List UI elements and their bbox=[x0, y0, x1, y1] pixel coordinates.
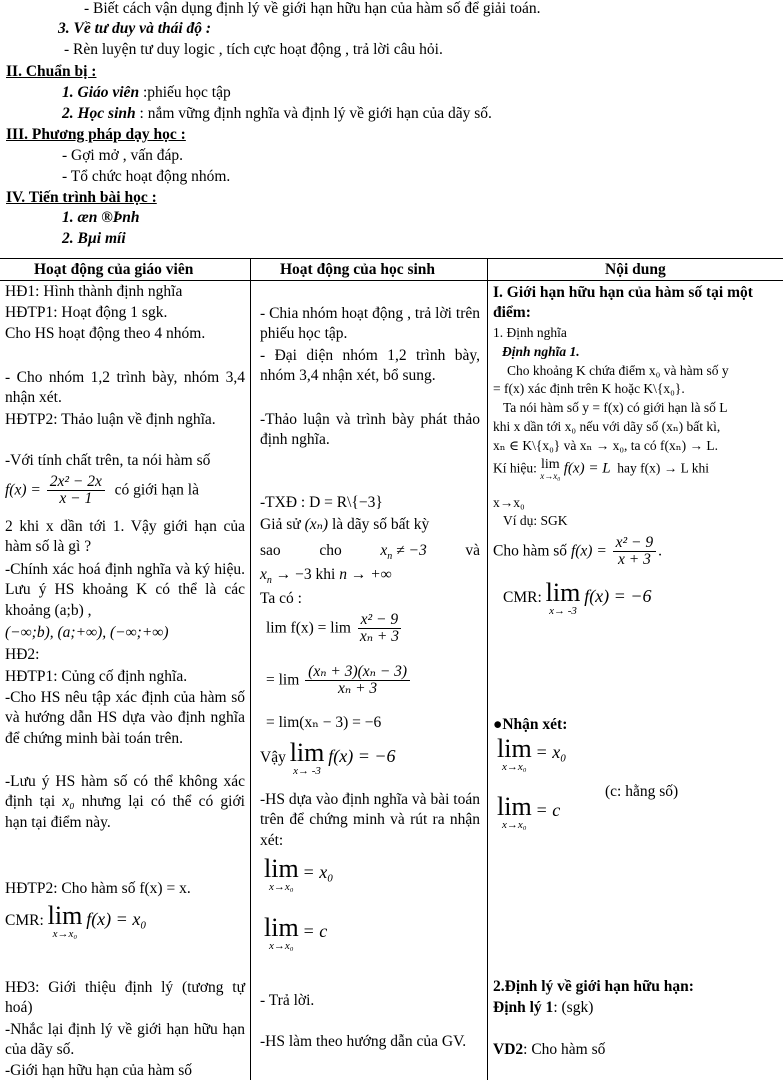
nd-prove-lim bbox=[546, 580, 581, 617]
gv-cmr-label: CMR: bbox=[5, 912, 44, 930]
hs-tends-x: x bbox=[260, 566, 267, 583]
hs-eq2-lhs: = lim bbox=[266, 671, 300, 689]
nd-given-fname: f(x) = bbox=[570, 542, 607, 560]
gv-function-name: f(x) = bbox=[5, 481, 41, 499]
hs-such-neq: ≠ −3 bbox=[396, 542, 427, 559]
hs-such-b: cho bbox=[319, 542, 342, 559]
hs-lim-x0-word: lim bbox=[264, 854, 299, 883]
gv-hdtp1: HĐTP1: Hoạt động 1 sgk. bbox=[5, 304, 168, 321]
hs-therefore bbox=[260, 740, 396, 777]
hs-such-and: và bbox=[465, 542, 480, 559]
hs-eq2-den: xₙ + 3 bbox=[338, 680, 378, 698]
hs-lim-x0-sub: x→x₀ bbox=[269, 881, 294, 893]
hs-we-have: Ta có : bbox=[260, 590, 302, 607]
table-header-border bbox=[0, 280, 783, 281]
hs-derive: -HS dựa vào định nghĩa và bài toán trên để chứng minh và rút ra nhận xét: bbox=[260, 791, 480, 849]
hs-eq2-frac bbox=[305, 664, 410, 698]
section-progress: IV. Tiến trình bài học : bbox=[6, 189, 157, 206]
hs-suppose-b: là dãy số bất kỳ bbox=[331, 516, 430, 533]
nd-remark-2-lim bbox=[497, 794, 532, 831]
nd-prove bbox=[503, 580, 651, 617]
nd-theorem-1-label: Định lý 1 bbox=[493, 999, 554, 1016]
nd-example-2-label: VD2 bbox=[493, 1041, 524, 1058]
section-preparation-label: II. Chuẩn bị : bbox=[6, 63, 97, 80]
nd-def-1: Cho khoảng K chứa điểm x₀ và hàm số y bbox=[507, 363, 729, 378]
hs-such-x: x bbox=[380, 542, 388, 559]
hs-domain: -TXĐ : D = R\{−3} bbox=[260, 494, 383, 511]
gv-hd1: HĐ1: Hình thành định nghĩa bbox=[5, 283, 183, 300]
hs-therefore-lim-word: lim bbox=[289, 738, 325, 767]
hs-therefore-lim bbox=[290, 740, 325, 777]
hs-eq1-num: x² − 9 bbox=[358, 612, 402, 629]
gv-hd3: HĐ3: Giới thiệu định lý (tương tự hoá) bbox=[5, 979, 245, 1017]
hs-lim-c-lim bbox=[264, 915, 299, 952]
gv-cmr-lim-word: lim bbox=[47, 901, 83, 930]
gv-recall: -Nhắc lại định lý về giới hạn hữu hạn của dãy số. bbox=[5, 1021, 245, 1059]
nd-prove-lim-word: lim bbox=[545, 578, 581, 607]
nd-notation-lim-sub: x→x₀ bbox=[540, 471, 561, 481]
gv-note-a: -Lưu ý HS hàm số có thể không xác định tại bbox=[5, 773, 245, 811]
gv-hd2: HĐ2: bbox=[5, 646, 40, 663]
hs-lim-x0 bbox=[264, 856, 333, 893]
nd-def-5: xₙ ∈ K\{x₀} và xₙ → x₀, ta có f(xₙ) → L. bbox=[493, 438, 718, 453]
gv-guide: -Cho HS nêu tập xác định của hàm số và hướng dẫn HS dựa vào định nghĩa để chứng minh bài toán trên. bbox=[5, 689, 245, 747]
gv-question: 2 khi x dần tới 1. Vậy giới hạn của hàm số là gì ? bbox=[5, 518, 245, 556]
hs-suppose-seq: (xₙ) bbox=[304, 516, 329, 533]
col-divider-2 bbox=[487, 258, 488, 1080]
nd-remark: ●Nhận xét: bbox=[493, 716, 568, 733]
header-student: Hoạt động của học sinh bbox=[280, 261, 436, 278]
hs-follow: -HS làm theo hướng dẫn của GV. bbox=[260, 1033, 467, 1050]
gv-cmr-lim-sub: x→x₀ bbox=[52, 928, 78, 940]
gv-function bbox=[5, 474, 199, 508]
hs-eq1-lhs: lim f(x) = lim bbox=[266, 619, 351, 637]
gv-hdtp1-b: HĐTP1: Củng cố định nghĩa. bbox=[5, 668, 188, 685]
hs-therefore-label: Vậy bbox=[260, 749, 286, 767]
objective-line: - Biết cách vận dụng định lý về giới hạn hữu hạn của hàm số để giải toán. bbox=[84, 0, 541, 17]
progress-1: 1. æn ®Þnh bbox=[62, 209, 140, 226]
nd-remark-1-sub: x→x₀ bbox=[502, 761, 527, 773]
nd-def-3: Ta nói hàm số y = f(x) có giới hạn là số L bbox=[503, 400, 728, 415]
hs-suppose-a: Giả sử bbox=[260, 516, 301, 533]
hs-answer: - Trả lời. bbox=[260, 992, 315, 1009]
hs-eq1-den: xₙ + 3 bbox=[359, 628, 399, 646]
gv-limit: -Giới hạn hữu hạn của hàm số bbox=[5, 1062, 193, 1079]
hs-suppose bbox=[260, 516, 429, 534]
hs-groups: - Chia nhóm hoạt động , trả lời trên phiếu học tập. bbox=[260, 305, 480, 343]
gv-cmr-expr: f(x) = x₀ bbox=[86, 909, 147, 930]
hs-lim-c-val: = c bbox=[302, 921, 328, 942]
hs-eq2-num: (xₙ + 3)(xₙ − 3) bbox=[305, 664, 410, 681]
nd-remark-1 bbox=[497, 736, 566, 773]
hs-such-that bbox=[260, 542, 480, 563]
hs-lim-x0-lim bbox=[264, 856, 299, 893]
table-top-border bbox=[0, 258, 783, 259]
section-preparation bbox=[6, 63, 96, 81]
nd-prove-expr: f(x) = −6 bbox=[584, 586, 652, 607]
hs-such-a: sao bbox=[260, 542, 281, 559]
nd-notation-lim-word: lim bbox=[540, 457, 560, 472]
hs-eq3: = lim(xₙ − 3) = −6 bbox=[266, 714, 382, 731]
gv-fraction-num: 2x² − 2x bbox=[47, 474, 105, 491]
nd-theorem-1-text: : (sgk) bbox=[553, 999, 594, 1016]
gv-function-after: có giới hạn là bbox=[114, 481, 199, 499]
nd-given: Cho hàm số f(x) = $\frac{\text{x² − 9}}{x + 3}$ . bbox=[493, 534, 663, 569]
nd-example: Ví dụ: SGK bbox=[503, 513, 568, 528]
nd-theorem-1 bbox=[493, 999, 593, 1017]
nd-def-4: khi x dần tới x₀ nếu với dãy số (xₙ) bất kì, bbox=[493, 419, 721, 434]
nd-given-den: x + 3 bbox=[617, 551, 651, 569]
subheading-attitude: 3. Về tư duy và thái độ : bbox=[58, 20, 212, 37]
nd-remark-1-word: lim bbox=[497, 734, 532, 763]
gv-hdtp2-b: HĐTP2: Cho hàm số f(x) = x. bbox=[5, 880, 191, 897]
gv-note-x0: x₀ bbox=[62, 793, 75, 811]
header-teacher: Hoạt động của giáo viên bbox=[34, 261, 194, 278]
gv-note bbox=[5, 772, 245, 833]
progress-2: 2. Bµi míi bbox=[62, 230, 126, 247]
gv-fraction-den: x − 1 bbox=[59, 490, 93, 508]
col-divider-1 bbox=[250, 258, 251, 1080]
student-prep-label: 2. Học sinh bbox=[62, 105, 136, 122]
hs-such-cond: $x_n \ne -3$ bbox=[380, 542, 427, 563]
hs-eq1-frac bbox=[357, 612, 402, 646]
nd-example-2 bbox=[493, 1041, 605, 1059]
nd-notation-expr: f(x) = L bbox=[563, 460, 611, 477]
gv-cmr-lim bbox=[48, 903, 83, 940]
gv-hdtp2: HĐTP2: Thảo luận về định nghĩa. bbox=[5, 411, 216, 428]
gv-present: - Cho nhóm 1,2 trình bày, nhóm 3,4 nhận xét. bbox=[5, 369, 245, 407]
nd-example-2-text: : Cho hàm số bbox=[523, 1041, 606, 1058]
gv-precise: -Chính xác hoá định nghĩa và ký hiệu. Lưu ý HS khoảng K có thể là các khoảng (a;b) , bbox=[5, 561, 245, 619]
header-content: Nội dung bbox=[605, 261, 666, 278]
nd-remark-2-val: = c bbox=[535, 800, 561, 821]
student-prep bbox=[62, 105, 492, 123]
nd-remark-2-sub: x→x₀ bbox=[502, 819, 527, 831]
nd-remark-2-word: lim bbox=[497, 792, 532, 821]
gv-groups: Cho HS hoạt động theo 4 nhóm. bbox=[5, 325, 206, 342]
hs-tends-n: n → +∞ bbox=[339, 566, 392, 583]
nd-given-label: Cho hàm số bbox=[493, 542, 568, 560]
nd-def-label: Định nghĩa 1. bbox=[502, 344, 580, 359]
hs-lim-c bbox=[264, 915, 327, 952]
method-1: - Gợi mở , vấn đáp. bbox=[62, 147, 183, 164]
teacher-prep-text: :phiếu học tập bbox=[142, 84, 231, 101]
nd-title: I. Giới hạn hữu hạn của hàm số tại một điểm: bbox=[493, 284, 753, 322]
hs-tends: $x_n \to -3$ khi n → +∞ bbox=[260, 566, 392, 587]
teacher-prep-label: 1. Giáo viên bbox=[62, 84, 140, 101]
nd-def-2: = f(x) xác định trên K hoặc K\{x₀}. bbox=[493, 381, 685, 396]
hs-tends-text: → −3 khi bbox=[275, 566, 336, 583]
nd-theorem-title: 2.Định lý về giới hạn hữu hạn: bbox=[493, 978, 694, 995]
nd-sub1: 1. Định nghĩa bbox=[493, 325, 567, 340]
attitude-line: - Rèn luyện tư duy logic , tích cực hoạt động , trả lời câu hỏi. bbox=[64, 41, 443, 58]
nd-remark-1-val: = x₀ bbox=[535, 742, 567, 763]
gv-property: -Với tính chất trên, ta nói hàm số bbox=[5, 452, 211, 469]
hs-lim-x0-val: = x₀ bbox=[302, 862, 334, 883]
nd-given-frac bbox=[613, 535, 657, 569]
section-method: III. Phương pháp dạy học : bbox=[6, 126, 186, 143]
hs-eq2 bbox=[266, 664, 412, 698]
nd-notation bbox=[493, 458, 709, 481]
method-2: - Tổ chức hoạt động nhóm. bbox=[62, 168, 231, 185]
nd-notation-2: x→x₀ bbox=[493, 495, 525, 510]
hs-therefore-expr: f(x) = −6 bbox=[328, 746, 396, 767]
nd-given-num: x² − 9 bbox=[613, 535, 657, 552]
gv-fraction bbox=[47, 474, 105, 508]
hs-discuss: -Thảo luận và trình bày phát thảo định nghĩa. bbox=[260, 411, 480, 449]
gv-note-b: nhưng lại có thể có giới hạn tại điểm này. bbox=[5, 793, 245, 831]
gv-intervals: (−∞;b), (a;+∞), (−∞;+∞) bbox=[5, 624, 169, 641]
hs-lim-c-word: lim bbox=[264, 913, 299, 942]
hs-therefore-lim-sub: x→ -3 bbox=[293, 765, 321, 777]
teacher-prep bbox=[62, 84, 231, 102]
student-prep-text: : nắm vững định nghĩa và định lý về giới hạn của dãy số. bbox=[139, 105, 492, 122]
nd-prove-label: CMR: bbox=[503, 589, 542, 607]
gv-cmr bbox=[5, 903, 147, 940]
hs-eq1 bbox=[266, 612, 404, 646]
nd-remark-1-lim bbox=[497, 736, 532, 773]
nd-prove-lim-sub: x→ -3 bbox=[549, 605, 577, 617]
nd-notation-label: Kí hiệu: bbox=[493, 460, 537, 476]
hs-lim-c-sub: x→x₀ bbox=[269, 940, 294, 952]
nd-notation-lim bbox=[540, 458, 560, 481]
nd-remark-2 bbox=[497, 794, 560, 831]
hs-present: - Đại diện nhóm 1,2 trình bày, nhóm 3,4 nhận xét, bổ sung. bbox=[260, 347, 480, 385]
nd-notation-after: hay f(x) → L khi bbox=[617, 460, 710, 476]
nd-remark-note: (c: hằng số) bbox=[605, 783, 679, 800]
